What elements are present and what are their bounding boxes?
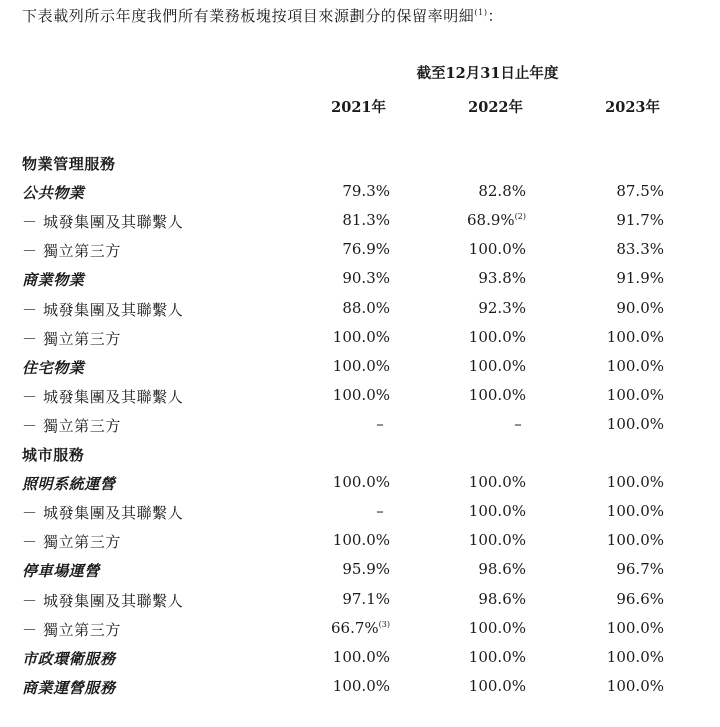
category-row: [0, 674, 720, 703]
sub-row: [0, 237, 720, 266]
value-text: 100.0%: [468, 473, 526, 492]
value-text: 98.6%: [478, 560, 526, 579]
footnote-marker: (2): [514, 212, 526, 222]
sub-row: [0, 208, 720, 237]
value-text: 100.0%: [468, 385, 526, 404]
value-cell-2022: [446, 182, 526, 200]
value-text: 81.3%: [342, 211, 390, 230]
value-text: 100.0%: [468, 647, 526, 666]
value-cell-2023: [584, 619, 664, 637]
value-cell-2022: [446, 269, 526, 287]
sub-row: [0, 383, 720, 412]
value-text: 87.5%: [616, 182, 664, 201]
value-cell-2023: [584, 502, 664, 520]
value-text: 100.0%: [606, 327, 664, 346]
value-text: 100.0%: [606, 531, 664, 550]
value-text: 82.8%: [478, 182, 526, 201]
value-text: 100.0%: [332, 676, 390, 695]
row-label: － 獨立第三方: [22, 416, 121, 435]
value-text: 100.0%: [468, 618, 526, 637]
sub-row: [0, 412, 720, 441]
value-text: 92.3%: [478, 298, 526, 317]
value-text: 100.0%: [606, 473, 664, 492]
value-cell-2023: [584, 590, 664, 608]
row-label: 商業運營服務: [22, 678, 116, 697]
value-text: 100.0%: [468, 531, 526, 550]
value-text: 98.6%: [478, 589, 526, 608]
value-text: 100.0%: [468, 356, 526, 375]
value-text: 100.0%: [606, 676, 664, 695]
category-row: [0, 470, 720, 499]
row-label: － 獨立第三方: [22, 242, 121, 261]
value-cell-2022: [446, 619, 526, 637]
value-cell-2023: [584, 357, 664, 375]
value-text: 97.1%: [342, 589, 390, 608]
intro-paragraph: [22, 5, 503, 26]
row-label: － 獨立第三方: [22, 329, 121, 348]
section-row: [0, 150, 720, 179]
value-text: 100.0%: [332, 647, 390, 666]
row-label: － 城發集團及其聯繫人: [22, 300, 184, 319]
value-cell-2023: [584, 648, 664, 666]
row-label: 市政環衛服務: [22, 649, 116, 668]
value-text: 96.6%: [616, 589, 664, 608]
category-row: [0, 354, 720, 383]
value-text: 100.0%: [468, 676, 526, 695]
value-cell-2021: [310, 269, 390, 287]
value-cell-2021: [310, 473, 390, 491]
value-cell-2022: [446, 560, 526, 578]
value-cell-2021: [370, 502, 390, 520]
value-text: 100.0%: [332, 531, 390, 550]
value-text: 68.9%: [467, 211, 515, 230]
value-text: 100.0%: [606, 618, 664, 637]
value-text: 100.0%: [332, 473, 390, 492]
category-row: [0, 645, 720, 674]
value-text: 100.0%: [332, 327, 390, 346]
value-text: 90.3%: [342, 269, 390, 288]
value-cell-2021: [310, 677, 390, 695]
value-cell-2021: [310, 531, 390, 549]
value-text: 100.0%: [606, 385, 664, 404]
value-cell-2021: [310, 299, 390, 317]
value-cell-2023: [584, 473, 664, 491]
value-cell-2022: [446, 473, 526, 491]
value-text: 91.9%: [616, 269, 664, 288]
value-cell-2022: [446, 240, 526, 258]
value-text: 100.0%: [332, 356, 390, 375]
intro-footnote-marker: (1): [474, 8, 488, 17]
period-header: 截至12月31日止年度: [416, 65, 559, 82]
row-label: － 城發集團及其聯繫人: [22, 504, 184, 523]
value-cell-2023: [584, 211, 664, 229]
value-cell-2023: [584, 560, 664, 578]
value-cell-2023: [584, 269, 664, 287]
sub-row: [0, 616, 720, 645]
row-label: － 獨立第三方: [22, 620, 121, 639]
value-cell-2022: [446, 386, 526, 404]
row-label: － 城發集團及其聯繫人: [22, 387, 184, 406]
value-cell-2021: [310, 240, 390, 258]
value-cell-2021: [310, 560, 390, 578]
value-cell-2021: [310, 590, 390, 608]
value-cell-2022: [508, 415, 528, 433]
row-label: 照明系統運營: [22, 475, 116, 494]
sub-row: [0, 499, 720, 528]
value-text: 90.0%: [616, 298, 664, 317]
value-text: 88.0%: [342, 298, 390, 317]
value-cell-2021: [310, 648, 390, 666]
sub-row: [0, 528, 720, 557]
category-row: [0, 557, 720, 586]
value-cell-2022: [446, 648, 526, 666]
value-cell-2021: [310, 182, 390, 200]
value-text: 100.0%: [606, 502, 664, 521]
row-label: － 獨立第三方: [22, 533, 121, 552]
value-text: –: [376, 502, 384, 521]
value-cell-2021: [310, 619, 390, 637]
value-cell-2023: [584, 386, 664, 404]
value-cell-2022: [446, 328, 526, 346]
value-text: 93.8%: [478, 269, 526, 288]
row-label: 物業管理服務: [22, 155, 116, 173]
year-header-2021: 2021年: [331, 99, 386, 116]
value-cell-2021: [310, 386, 390, 404]
intro-text: 下表載列所示年度我們所有業務板塊按項目來源劃分的保留率明細: [22, 7, 475, 25]
value-text: 100.0%: [606, 414, 664, 433]
category-row: [0, 179, 720, 208]
value-cell-2023: [584, 182, 664, 200]
value-text: 79.3%: [342, 182, 390, 201]
value-text: 100.0%: [468, 240, 526, 259]
value-text: 96.7%: [616, 560, 664, 579]
value-text: –: [376, 414, 384, 433]
category-row: [0, 266, 720, 295]
value-cell-2021: [370, 415, 390, 433]
sub-row: [0, 296, 720, 325]
value-cell-2023: [584, 415, 664, 433]
row-label: 商業物業: [22, 271, 85, 290]
year-header-2022: 2022年: [468, 99, 523, 116]
value-text: 66.7%: [331, 618, 379, 637]
sub-row: [0, 325, 720, 354]
value-cell-2022: [446, 502, 526, 520]
row-label: － 城發集團及其聯繫人: [22, 591, 184, 610]
value-cell-2021: [310, 211, 390, 229]
year-header-2023: 2023年: [605, 99, 660, 116]
value-text: 100.0%: [606, 356, 664, 375]
value-text: 83.3%: [616, 240, 664, 259]
row-label: 住宅物業: [22, 358, 85, 377]
value-cell-2022: [446, 590, 526, 608]
value-text: 100.0%: [468, 502, 526, 521]
value-cell-2023: [584, 531, 664, 549]
value-cell-2023: [584, 299, 664, 317]
value-text: 100.0%: [468, 327, 526, 346]
row-label: 公共物業: [22, 184, 85, 203]
value-text: 100.0%: [332, 385, 390, 404]
row-label: 停車場運營: [22, 562, 101, 581]
value-cell-2022: [446, 677, 526, 695]
value-cell-2022: [446, 299, 526, 317]
row-label: 城市服務: [22, 446, 85, 464]
value-cell-2023: [584, 677, 664, 695]
value-text: 95.9%: [342, 560, 390, 579]
row-label: － 城發集團及其聯繫人: [22, 213, 184, 232]
footnote-marker: (3): [378, 619, 390, 629]
value-cell-2021: [310, 357, 390, 375]
sub-row: [0, 587, 720, 616]
value-cell-2022: [446, 211, 526, 229]
value-cell-2022: [446, 531, 526, 549]
value-cell-2023: [584, 240, 664, 258]
value-text: 91.7%: [616, 211, 664, 230]
value-text: 100.0%: [606, 647, 664, 666]
value-text: –: [514, 414, 522, 433]
intro-suffix: ：: [487, 7, 504, 25]
value-cell-2022: [446, 357, 526, 375]
section-row: [0, 441, 720, 470]
value-cell-2021: [310, 328, 390, 346]
value-cell-2023: [584, 328, 664, 346]
value-text: 76.9%: [342, 240, 390, 259]
